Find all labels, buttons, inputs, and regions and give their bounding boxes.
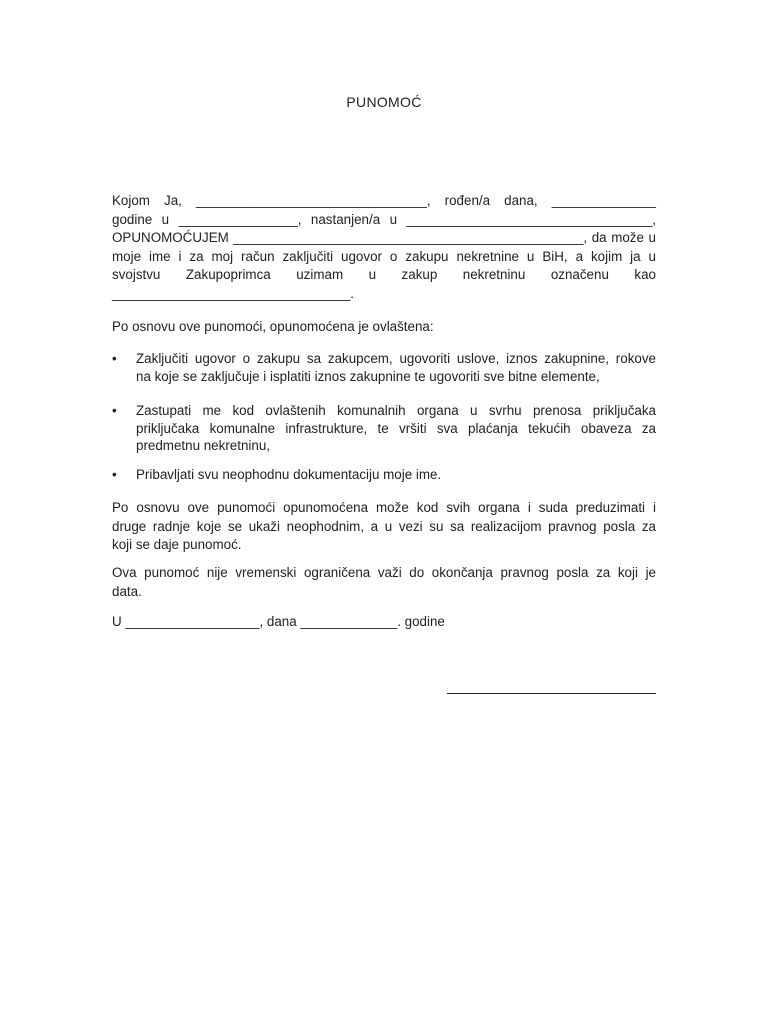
- intro-line: godine u ________________, nastanjen/a u _________________________________,: [112, 211, 656, 227]
- paragraph-line: druge radnje koje se ukaži neophodnim, a u vezi su sa realizacijom pravnog posla za: [112, 518, 656, 534]
- list-item-line: priključaka komunalne infrastrukture, te vršiti sva plaćanja tekućih obaveza za: [136, 420, 656, 436]
- authorization-list-item-1: [112, 350, 656, 385]
- paragraph-line: koji se daje punomoć.: [112, 537, 242, 552]
- list-item: [112, 402, 656, 455]
- signature-line: [447, 693, 656, 694]
- other-actions-paragraph: [112, 499, 656, 555]
- paragraph-line: Po osnovu ove punomoći opunomoćena može kod svih organa i suda preduzimati i: [112, 500, 656, 515]
- document-title: PUNOMOĆ: [346, 94, 422, 110]
- list-item-line: Zastupati me kod ovlaštenih komunalnih organa u svrhu prenosa priključaka: [136, 403, 656, 418]
- bullet-icon: •: [112, 351, 117, 366]
- bullet-icon: •: [112, 403, 117, 418]
- list-item: [112, 350, 656, 385]
- validity-paragraph: [112, 564, 656, 601]
- place-date-line: U __________________, dana _____________. godine: [112, 614, 445, 629]
- bullet-icon: •: [112, 467, 117, 482]
- list-item-line: Pribavljati svu neophodnu dokumentaciju moje ime.: [136, 467, 442, 482]
- list-item-line: predmetnu nekretninu,: [136, 438, 270, 453]
- intro-line: svojstvu Zakupoprimca uzimam u zakup nekretninu označenu kao: [112, 267, 656, 282]
- authorization-list-item-3: [112, 466, 656, 484]
- list-item: [112, 466, 656, 484]
- intro-line: ________________________________.: [112, 285, 355, 301]
- intro-line: moje ime i za moj račun zaključiti ugovor o zakupu nekretnine u BiH, a kojim ja u: [112, 248, 656, 264]
- list-item-line: na koje se zaključuje i isplatiti iznos zakupnine te ugovoriti sve bitne elemente,: [136, 368, 600, 384]
- authorization-list-item-2: [112, 402, 656, 455]
- paragraph-line: data.: [112, 583, 142, 599]
- authorization-heading: Po osnovu ove punomoći, opunomoćena je ovlaštena:: [112, 319, 434, 334]
- paragraph-line: Ova punomoć nije vremenski ograničena važi do okončanja pravnog posla za koji je: [112, 565, 656, 580]
- intro-line: Kojom Ja, _______________________________, rođen/a dana, ______________: [112, 193, 656, 208]
- intro-paragraph: [112, 192, 656, 303]
- list-item-line: Zaključiti ugovor o zakupu sa zakupcem, ugovoriti uslove, iznos zakupnine, rokove: [136, 351, 656, 366]
- intro-line: OPUNOMOĆUJEM _______________________________________________, da može u: [112, 230, 656, 245]
